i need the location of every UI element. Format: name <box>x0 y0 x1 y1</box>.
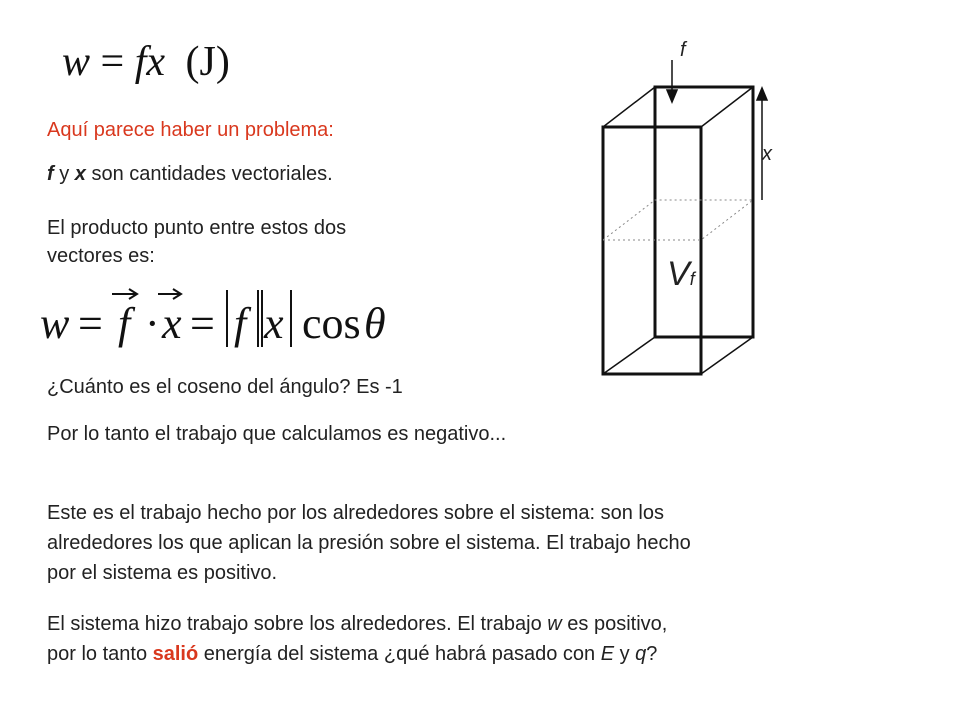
system-line2-a: por lo tanto <box>47 643 153 665</box>
abs-f: f <box>234 299 247 348</box>
problem-line: Aquí parece haber un problema: <box>47 119 334 141</box>
formula-lhs: w <box>62 39 91 85</box>
formula-unit: (J) <box>185 39 230 85</box>
volume-label <box>667 255 695 298</box>
dot-lhs: w <box>40 299 70 348</box>
vector-f: f <box>47 163 54 185</box>
volume-subscript: f <box>689 269 695 289</box>
surroundings-line3: por el sistema es positivo. <box>47 562 278 584</box>
dot-f: f <box>118 299 131 348</box>
prism-edge-br <box>701 337 753 374</box>
dot-intro-line2: vectores es: <box>47 245 155 267</box>
dot-x: x <box>162 299 182 348</box>
system-line1-b: es positivo, <box>561 613 668 635</box>
dot-intro-line1: El producto punto entre estos dos <box>47 217 347 239</box>
vector-rest: son cantidades vectoriales. <box>85 163 333 185</box>
vector-x: x <box>74 163 86 185</box>
system-w: w <box>547 613 562 635</box>
theta-symbol: θ <box>364 299 386 348</box>
surroundings-line1: Este es el trabajo hecho por los alrededores sobre el sistema: son los <box>47 502 665 524</box>
abs-x: x <box>264 299 284 348</box>
system-line2-d: ? <box>646 643 658 665</box>
dot-eq1: = <box>78 299 103 348</box>
surroundings-line2: alrededores los que aplican la presión sobre el sistema. El trabajo hecho <box>47 532 691 554</box>
piston-plane <box>603 200 753 240</box>
cos-question: ¿Cuánto es el coseno del ángulo? Es -1 <box>47 376 403 398</box>
system-line2-c: y <box>614 643 636 665</box>
volume-symbol: V <box>667 255 690 293</box>
cos-func: cos <box>302 299 361 348</box>
displacement-arrowhead <box>757 88 767 100</box>
force-label: f <box>680 39 686 61</box>
system-line2-b: energía del sistema ¿qué habrá pasado con <box>198 643 601 665</box>
formula-rhs: fx <box>134 39 166 85</box>
dot-operator: · <box>145 299 160 348</box>
system-q: q <box>635 643 647 665</box>
prism-edge-tr <box>701 87 753 127</box>
formula-equals: = <box>100 39 125 85</box>
negative-line: Por lo tanto el trabajo que calculamos es negativo... <box>47 423 507 445</box>
force-arrowhead <box>667 90 677 102</box>
prism-edge-tl <box>603 87 655 127</box>
vector-and: y <box>53 163 75 185</box>
dot-eq2: = <box>190 299 215 348</box>
displacement-label: x <box>762 143 772 165</box>
system-E: E <box>600 643 615 665</box>
prism-edge-bl <box>603 337 655 374</box>
salio-highlight: salió <box>152 643 199 665</box>
system-line1-a: El sistema hizo trabajo sobre los alrededores. El trabajo <box>47 613 548 635</box>
